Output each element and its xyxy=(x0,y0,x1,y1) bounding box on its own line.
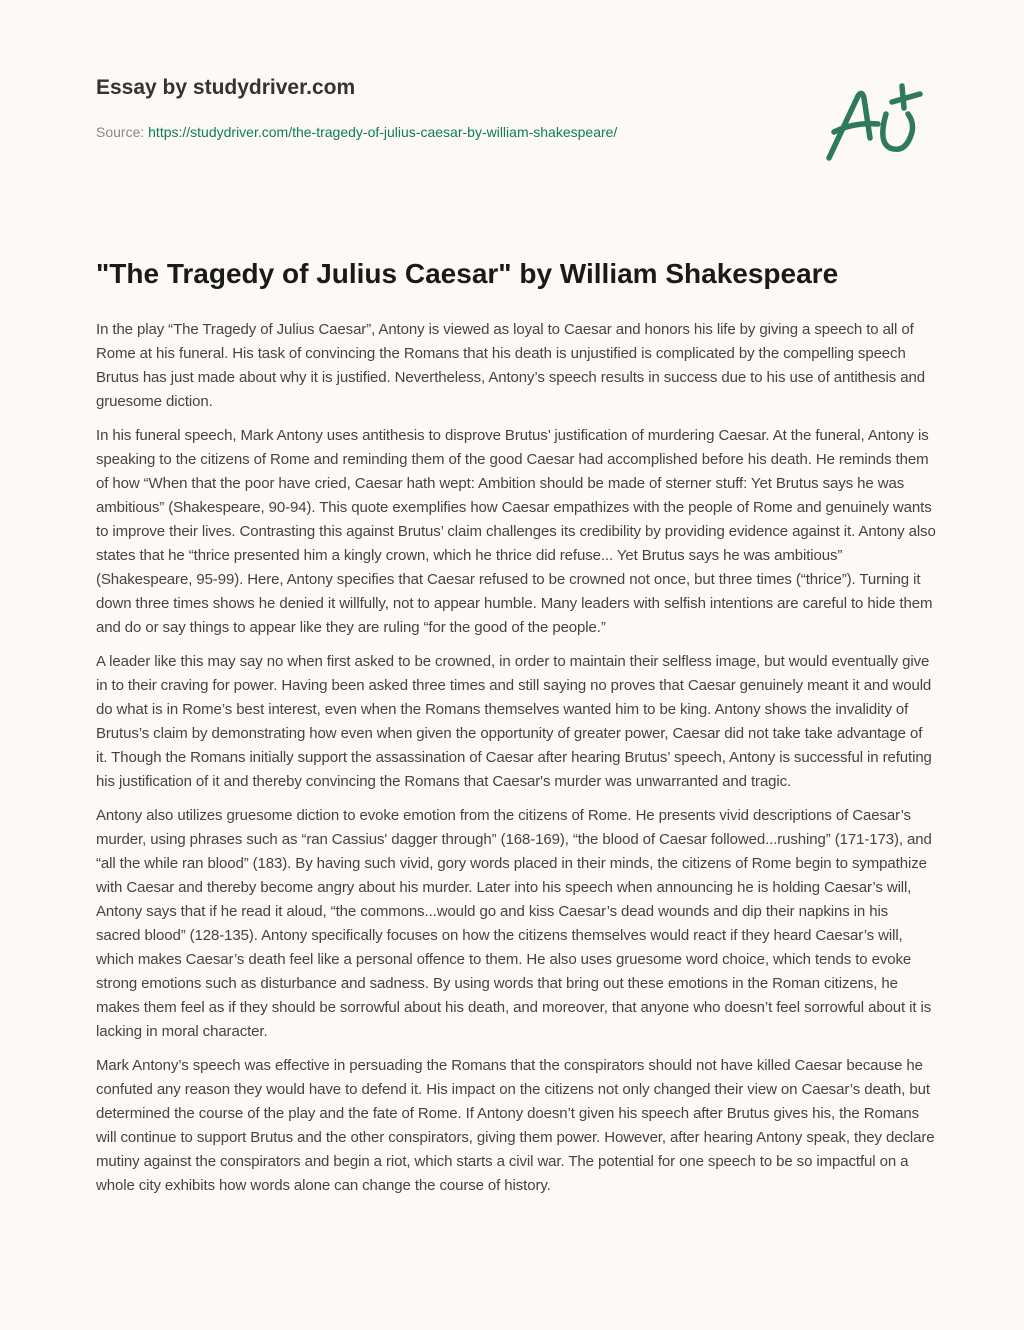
essay-paragraph: In the play “The Tragedy of Julius Caesar”, Antony is viewed as loyal to Caesar and honors his life by giving a speech to all of Rome at his funeral. His task of convincing the Romans that his death is unjustified is complicated by the compelling speech Brutus has just made about why it is justified. Nevertheless, Antony’s speech results in success due to his use of antithesis and gruesome diction. xyxy=(96,321,925,410)
source-link[interactable]: https://studydriver.com/the-tragedy-of-julius-caesar-by-william-shakespeare/ xyxy=(148,124,618,140)
essay-paragraph: Antony also utilizes gruesome diction to evoke emotion from the citizens of Rome. He presents vivid descriptions of Caesar’s murder, using phrases such as “ran Cassius' dagger through” (168-169), “the blood of Caesar followed...rushing” (171-173), and “all the while ran blood” (183). By having such vivid, gory words placed in their minds, the citizens of Rome begin to sympathize with Caesar and thereby become angry about his murder. Later into his speech when announcing he is holding Caesar’s will, Antony says that if he read it aloud, “the commons...would go and kiss Caesar’s dead wounds and dip their napkins in his sacred blood” (128-135). Antony specifically focuses on how the citizens themselves would react if they heard Caesar’s will, which makes Caesar’s death feel like a personal offence to them. He also uses gruesome word choice, which tends to evoke strong emotions such as disturbance and sadness. By using words that bring out these emotions in the Roman citizens, he makes them feel as if they should be sorrowful about his death, and moreover, that anyone who doesn’t feel sorrowful about it is lacking in moral character. xyxy=(96,807,932,1040)
essay-paragraph: Mark Antony’s speech was effective in persuading the Romans that the conspirators should not have killed Caesar because he confuted any reason they would have to defend it. His impact on the citizens not only changed their view on Caesar’s death, but determined the course of the play and the fate of Rome. If Antony doesn’t given his speech after Brutus gives his, the Romans will continue to support Brutus and the other conspirators, giving them power. However, after hearing Antony speak, they declare mutiny against the conspirators and begin a riot, which starts a civil war. The potential for one speech to be so impactful on a whole city exhibits how words alone can change the course of history. xyxy=(96,1057,935,1194)
essay-paragraph: In his funeral speech, Mark Antony uses antithesis to disprove Brutus’ justification of murdering Caesar. At the funeral, Antony is speaking to the citizens of Rome and reminding them of the good Caesar had accomplished before his death. He reminds them of how “When that the poor have cried, Caesar hath wept: Ambition should be made of sterner stuff: Yet Brutus says he was ambitious” (Shakespeare, 90-94). This quote exemplifies how Caesar empathizes with the people of Rome and genuinely wants to improve their lives. Contrasting this against Brutus’ claim challenges its credibility by providing evidence against it. Antony also states that he “thrice presented him a kingly crown, which he thrice did refuse... Yet Brutus says he was ambitious” (Shakespeare, 95-99). Here, Antony specifies that Caesar refused to be crowned not once, but three times (“thrice”). Turning it down three times shows he denied it willfully, not to appear humble. Many leaders with selfish intentions are careful to hide them and do or say things to appear like they are ruling “for the good of the people.” xyxy=(96,427,936,636)
essay-content xyxy=(96,252,936,1208)
page-header xyxy=(96,72,796,142)
a-plus-icon xyxy=(820,62,930,172)
essay-paragraph: A leader like this may say no when first asked to be crowned, in order to maintain their selfless image, but would eventually give in to their craving for power. Having been asked three times and still saying no proves that Caesar genuinely meant it and would do what is in Rome’s best interest, even when the Romans themselves wanted him to be king. Antony shows the invalidity of Brutus’s claim by demonstrating how even when given the opportunity of greater power, Caesar did not take take advantage of it. Though the Romans initially support the assassination of Caesar after hearing Brutus’ speech, Antony is successful in refuting his justification of it and thereby convincing the Romans that Caesar's murder was unwarranted and tragic. xyxy=(96,653,932,790)
source-line xyxy=(96,122,796,142)
essay-title: "The Tragedy of Julius Caesar" by William Shakespeare xyxy=(96,258,839,289)
source-label: Source: xyxy=(96,124,145,140)
site-title: Essay by studydriver.com xyxy=(96,76,356,99)
